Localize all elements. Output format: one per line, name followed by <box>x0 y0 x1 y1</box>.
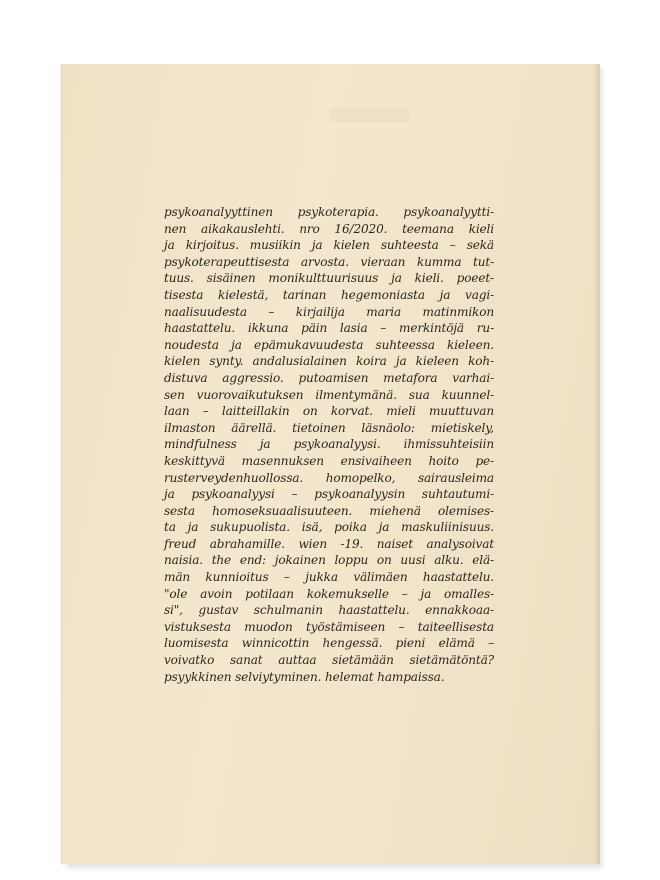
faint-cover-mark <box>330 108 410 122</box>
blurb-line: mindfulness ja psykoanalyysi. ihmissuhteisiin <box>164 437 494 452</box>
back-cover-blurb <box>164 204 494 685</box>
blurb-line: kielen synty. andalusialainen koira ja kieleen koh- <box>164 354 494 369</box>
blurb-line: ja kirjoitus. musiikin ja kielen suhteesta – sekä <box>164 238 494 253</box>
blurb-line: psykoterapeuttisesta arvosta. vieraan kumma tut- <box>164 254 494 269</box>
blurb-line: naalisuudesta – kirjailija maria matinmikon <box>164 304 494 319</box>
blurb-line: voivatko sanat auttaa sietämään sietämätöntä? <box>164 653 494 668</box>
blurb-line: psyykkinen selviytyminen. helemat hampaissa. <box>164 669 445 684</box>
blurb-line: noudesta ja epämukavuudesta suhteessa kieleen. <box>164 337 494 352</box>
blurb-line: luomisesta winnicottin hengessä. pieni elämä – <box>164 636 494 651</box>
blurb-line: "ole avoin potilaan kokemukselle – ja omalles- <box>164 586 494 601</box>
blurb-line: ta ja sukupuolista. isä, poika ja maskuliinisuus. <box>164 520 494 535</box>
blurb-line: män kunnioitus – jukka välimäen haastattelu. <box>164 570 494 585</box>
blurb-line: freud abrahamille. wien -19. naiset analysoivat <box>164 536 494 551</box>
blurb-line: si", gustav schulmanin haastattelu. ennakkoaa- <box>164 603 494 618</box>
blurb-line: psykoanalyyttinen psykoterapia. psykoanalyytti- <box>164 205 494 219</box>
blurb-line: ja psykoanalyysi – psykoanalyysin suhtautumi- <box>164 487 494 502</box>
blurb-line: tisesta kielestä, tarinan hegemoniasta ja vagi- <box>164 287 494 302</box>
blurb-line: rusterveydenhuollossa. homopelko, sairausleima <box>164 470 494 485</box>
blurb-line: distuva aggressio. putoamisen metafora varhai- <box>164 370 494 385</box>
book-spine-edge <box>594 64 600 864</box>
blurb-line: vistuksesta muodon työstämiseen – taiteellisesta <box>164 619 494 634</box>
blurb-line: keskittyvä masennuksen ensivaiheen hoito pe- <box>164 453 494 468</box>
blurb-line: haastattelu. ikkuna päin lasia – merkintöjä ru- <box>164 321 494 336</box>
blurb-line: laan – laitteillakin on korvat. mieli muuttuvan <box>164 404 494 419</box>
blurb-line: ilmaston äärellä. tietoinen läsnäolo: mietiskely, <box>164 420 494 435</box>
blurb-line: tuus. sisäinen monikulttuurisuus ja kieli. poeet- <box>164 271 494 286</box>
blurb-line: sen vuorovaikutuksen ilmentymänä. sua kuunnel- <box>164 387 494 402</box>
blurb-line: naisia. the end: jokainen loppu on uusi alku. elä- <box>164 553 494 568</box>
blurb-line: sesta homoseksuaalisuuteen. miehenä olemises- <box>164 503 494 518</box>
blurb-line: nen aikakauslehti. nro 16/2020. teemana kieli <box>164 221 494 236</box>
